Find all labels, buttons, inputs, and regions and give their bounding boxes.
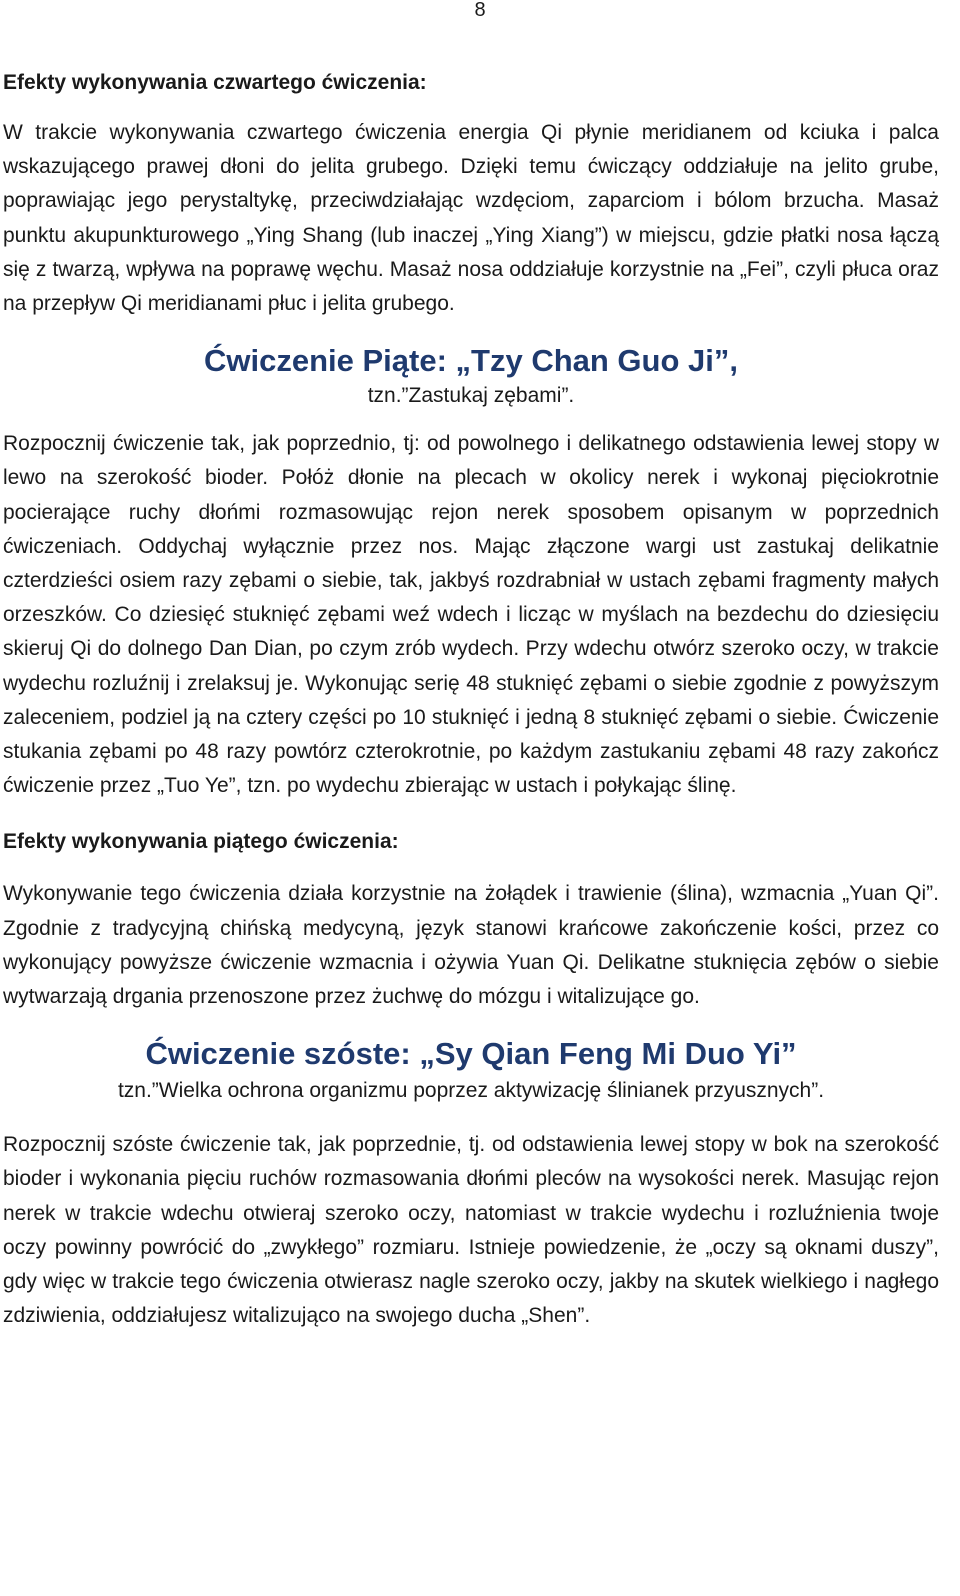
paragraph-exercise-six: Rozpocznij szóste ćwiczenie tak, jak poprzednie, tj. od odstawienia lewej stopy w bok na szerokość bioder i wykonania pięciu ruchów rozmasowania dłońmi pleców na wysokości nerek. Masując rejon nerek w trakcie wdechu otwieraj szeroko oczy, natomiast w trakcie wydechu i rozluźnienia twoje oczy powinny powrócić do „zwykłego” rozmiaru. Istnieje powiedzenie, że „oczy są oknami duszy”, gdy więc w trakcie tego ćwiczenia otwierasz nagle szeroko oczy, jakby na skutek wielkiego i nagłego zdziwienia, oddziałujesz witalizująco na swojego ducha „Shen”.	[3, 1133, 939, 1328]
document-body	[3, 66, 939, 1333]
exercise-six-title: Ćwiczenie szóste: „Sy Qian Feng Mi Duo Yi”	[145, 1036, 797, 1072]
section-heading-fifth-effects: Efekty wykonywania piątego ćwiczenia:	[3, 830, 399, 854]
exercise-six-subtitle: tzn.”Wielka ochrona organizmu poprzez aktywizację ślinianek przyusznych”.	[117, 1079, 825, 1103]
page-number: 8	[474, 0, 486, 21]
section-heading-fourth-effects: Efekty wykonywania czwartego ćwiczenia:	[3, 71, 427, 94]
exercise-five-title: Ćwiczenie Piąte: „Tzy Chan Guo Ji”,	[204, 343, 738, 379]
exercise-five-subtitle: tzn.”Zastukaj zębami”.	[367, 384, 575, 408]
paragraph-exercise-five: Rozpocznij ćwiczenie tak, jak poprzednio, tj: od powolnego i delikatnego odstawienia lewej stopy w lewo na szerokość bioder. Połóż dłonie na plecach w okolicy nerek i wykonaj pięciokrotnie pocierające ruchy dłońmi rozmasowując rejon nerek sposobem opisanym w poprzednich ćwiczeniach. Oddychaj wyłącznie przez nos. Mając złączone wargi ust zastukaj delikatnie czterdzieści osiem razy zębami o siebie, tak, jakbyś rozdrabniał w ustach zębami fragmenty małych orzeszków. Co dziesięć stuknięć zębami weź wdech i licząc w myślach na bezdechu do dziesięciu skieruj Qi do dolnego Dan Dian, po czym zrób wydech. Przy wdechu otwórz szeroko oczy, w trakcie wydechu rozluźnij i zrelaksuj je. Wykonując serię 48 stuknięć zębami o siebie zgodnie z powyższym zaleceniem, podziel ją na cztery części po 10 stuknięć i jedną 8 stuknięć zębami o siebie. Ćwiczenie stukania zębami po 48 razy powtórz czterokrotnie, po każdym zastukaniu zębami 48 razy zakończ ćwiczenie przez „Tuo Ye”, tzn. po wydechu zbierając w ustach i połykając ślinę.	[3, 432, 939, 798]
paragraph-fourth-effects: W trakcie wykonywania czwartego ćwiczenia energia Qi płynie meridianem od kciuka i palca wskazującego prawej dłoni do jelita grubego. Dzięki temu ćwiczący oddziałuje na jelito grube, poprawiając jego perystaltykę, przeciwdziałając wzdęciom, zaparciom i bólom brzucha. Masaż punktu akupunkturowego „Ying Shang (lub inaczej „Ying Xiang”) w miejscu, gdzie płatki nosa łączą się z twarzą, wpływa na poprawę węchu. Masaż nosa oddziałuje korzystnie na „Fei”, czyli płuca oraz na przepływ Qi meridianami płuc i jelita grubego.	[3, 121, 939, 316]
paragraph-fifth-effects: Wykonywanie tego ćwiczenia działa korzystnie na żołądek i trawienie (ślina), wzmacnia „Yuan Qi”. Zgodnie z tradycyjną chińską medycyną, język stanowi krańcowe zakończenie kości, przez co wykonujący powyższe ćwiczenie wzmacnia i ożywia Yuan Qi. Delikatne stuknięcia zębów o siebie wytwarzają drgania przenoszone przez żuchwę do mózgu i witalizujące go.	[3, 882, 939, 1009]
